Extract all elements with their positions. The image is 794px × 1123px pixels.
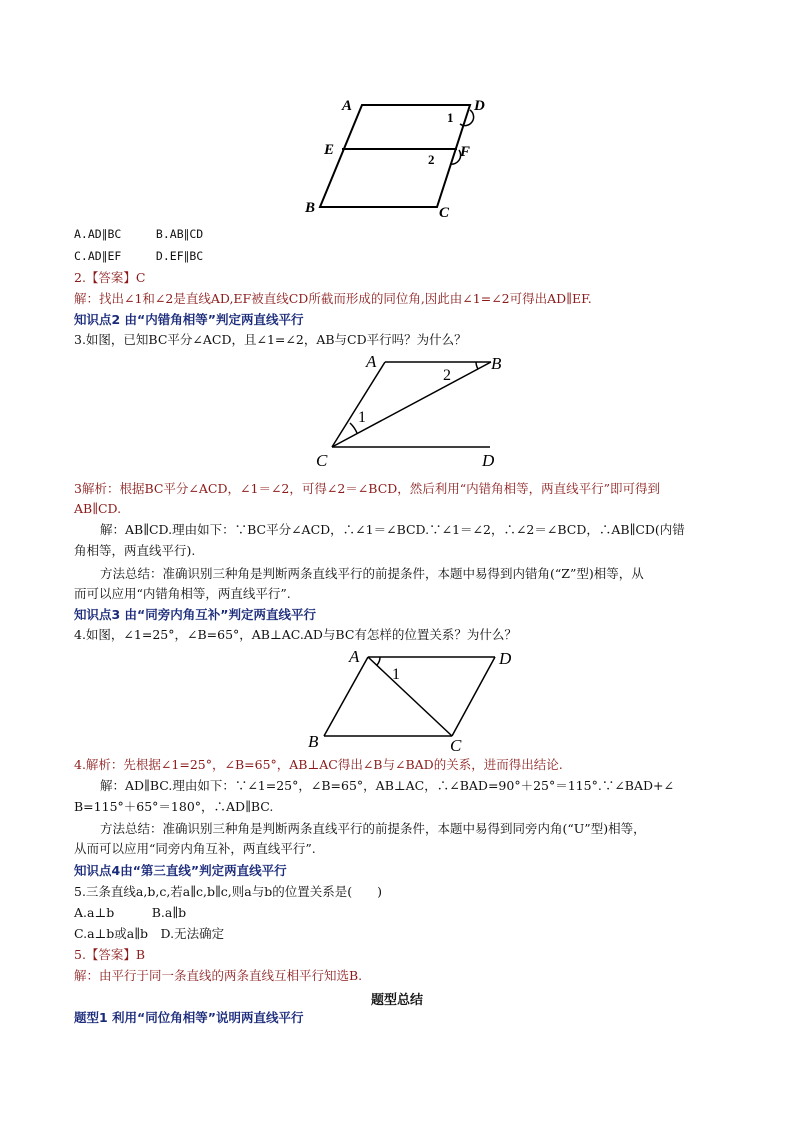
q5-options-ab: A.a⊥b B.a∥b [74, 905, 187, 920]
q2-answer: 2.【答案】C [74, 270, 146, 285]
fig3-angle-1: 1 [392, 666, 400, 683]
q4-solution-line2: B=115°＋65°＝180°，∴AD∥BC. [74, 799, 274, 814]
fig2-angle-1: 1 [358, 409, 366, 426]
fig1-label-A: A [342, 98, 353, 114]
q5-question: 5.三条直线a,b,c,若a∥c,b∥c,则a与b的位置关系是( ) [74, 884, 382, 899]
q2-option-c: C.AD∥EF [74, 249, 122, 263]
q4-summary-line1: 方法总结：准确识别三种角是判断两条直线平行的前提条件，本题中易得到同旁内角(“U”型)相等， [100, 821, 646, 836]
fig1-label-E: E [324, 142, 335, 158]
figure-bisector [312, 350, 512, 475]
knowledge-point-4: 知识点4由“第三直线”判定两直线平行 [74, 863, 287, 878]
knowledge-point-3: 知识点3 由“同旁内角互补”判定两直线平行 [74, 607, 316, 622]
fig1-label-D: D [474, 98, 485, 114]
q5-solution: 解：由平行于同一条直线的两条直线互相平行知选B. [74, 968, 363, 983]
fig1-label-F: F [460, 144, 471, 160]
type-1-heading: 题型1 利用“同位角相等”说明两直线平行 [74, 1010, 304, 1025]
fig1-label-C: C [439, 205, 450, 221]
q3-summary-line1: 方法总结：准确识别三种角是判断两条直线平行的前提条件，本题中易得到内错角(“Z”型)相等，从 [100, 566, 644, 581]
fig1-angle-2: 2 [428, 152, 435, 167]
section-title: 题型总结 [370, 993, 423, 1008]
q2-option-b: B.AB∥CD [155, 227, 204, 241]
fig3-label-A: A [349, 647, 360, 666]
figure-parallelogram-diagonal [300, 645, 530, 755]
q4-question: 4.如图，∠1=25°，∠B=65°，AB⊥AC.AD与BC有怎样的位置关系？为什么？ [74, 627, 517, 642]
fig3-label-D: D [499, 649, 512, 668]
fig3-label-C: C [450, 736, 462, 755]
q3-analysis-line1: 3解析：根据BC平分∠ACD，∠1＝∠2，可得∠2＝∠BCD，然后利用“内错角相等，两直线平行”即可得到 [74, 481, 661, 496]
q2-option-d: D.EF∥BC [155, 249, 204, 263]
fig2-label-C: C [316, 451, 328, 470]
q3-solution-line1: 解：AB∥CD.理由如下：∵BC平分∠ACD，∴∠1＝∠BCD.∵∠1＝∠2，∴∠2＝∠BCD，∴AB∥CD(内错 [100, 522, 685, 537]
q2-solution: 解：找出∠1和∠2是直线AD,EF被直线CD所截而形成的同位角,因此由∠1=∠2可得出AD∥EF. [74, 291, 592, 306]
fig2-label-D: D [482, 451, 495, 470]
q2-option-a: A.AD∥BC [74, 227, 122, 241]
q5-options-cd: C.a⊥b或a∥b D.无法确定 [74, 926, 225, 941]
fig2-label-B: B [491, 354, 502, 373]
fig1-label-B: B [305, 200, 316, 216]
q3-analysis-line2: AB∥CD. [74, 501, 122, 516]
q5-answer: 5.【答案】B [74, 947, 146, 962]
fig1-angle-1: 1 [447, 110, 454, 125]
fig2-angle-2: 2 [443, 367, 451, 384]
q3-summary-line2: 而可以应用“内错角相等，两直线平行”. [74, 586, 291, 601]
q4-solution-line1: 解：AD∥BC.理由如下：∵∠1=25°，∠B=65°，AB⊥AC，∴∠BAD=90°＋25°＝115°.∵∠BAD+∠ [100, 778, 674, 793]
q3-question: 3.如图，已知BC平分∠ACD，且∠1=∠2，AB与CD平行吗？为什么？ [74, 332, 467, 347]
q4-summary-line2: 从而可以应用“同旁内角互补，两直线平行”. [74, 841, 316, 856]
q4-analysis: 4.解析：先根据∠1=25°，∠B=65°，AB⊥AC得出∠B与∠BAD的关系，进而得出结论. [74, 757, 563, 772]
fig3-label-B: B [308, 732, 319, 751]
q2-options-cd [74, 248, 203, 264]
figure-parallelogram-ef [300, 94, 500, 224]
q2-options-ab [74, 226, 203, 242]
q3-solution-line2: 角相等，两直线平行). [74, 543, 196, 558]
knowledge-point-2: 知识点2 由“内错角相等”判定两直线平行 [74, 312, 304, 327]
fig2-label-A: A [366, 352, 377, 371]
